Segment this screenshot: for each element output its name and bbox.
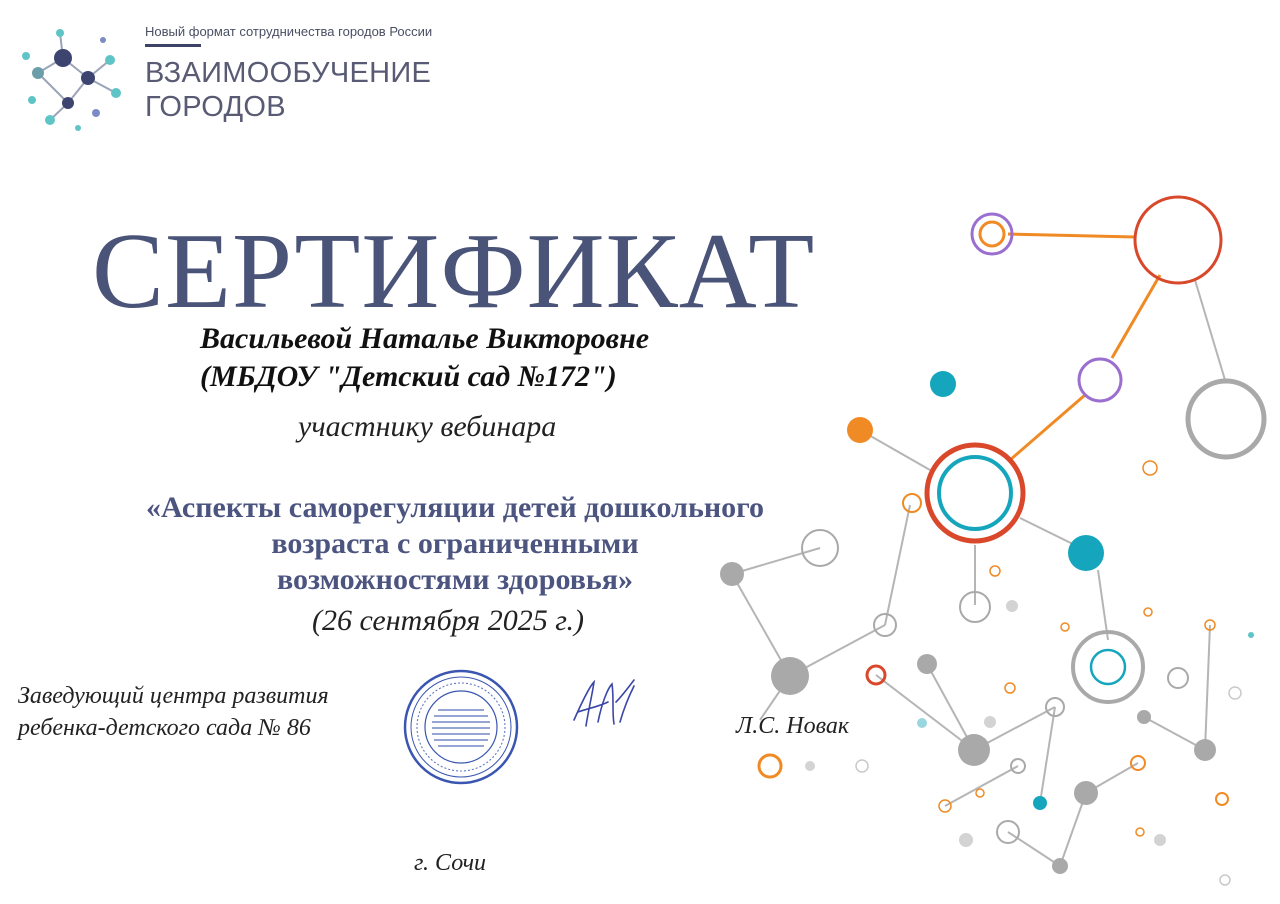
network-decoration-icon	[700, 180, 1280, 904]
org-tagline: Новый формат сотрудничества городов России	[145, 24, 433, 39]
org-name-line-2: ГОРОДОВ	[145, 91, 286, 123]
participant-role: участнику вебинара	[298, 410, 557, 443]
webinar-title-line: «Аспекты саморегуляции детей дошкольного	[146, 491, 764, 524]
webinar-title-line: возраста с ограниченными	[271, 527, 639, 560]
tagline-underline	[145, 44, 201, 47]
webinar-title-line: возможностями здоровья»	[277, 563, 633, 596]
certificate-title: СЕРТИФИКАТ	[92, 212, 816, 331]
handwritten-signature-icon	[568, 672, 640, 732]
city: г. Сочи	[414, 850, 487, 876]
org-name-line-1: ВЗАИМООБУЧЕНИЕ	[145, 57, 432, 89]
molecule-logo-icon	[8, 18, 138, 138]
recipient-name: Васильевой Наталье Викторовне	[200, 322, 650, 355]
signer-position-line: ребенка-детского сада № 86	[18, 715, 311, 741]
signer-name: Л.С. Новак	[736, 713, 850, 739]
org-name	[145, 56, 431, 124]
signer-position-line: Заведующий центра развития	[18, 683, 329, 709]
official-stamp-icon	[402, 668, 520, 786]
recipient-organization: (МБДОУ "Детский сад №172")	[200, 360, 617, 393]
event-date: (26 сентября 2025 г.)	[312, 604, 585, 637]
signer-position	[18, 680, 329, 744]
